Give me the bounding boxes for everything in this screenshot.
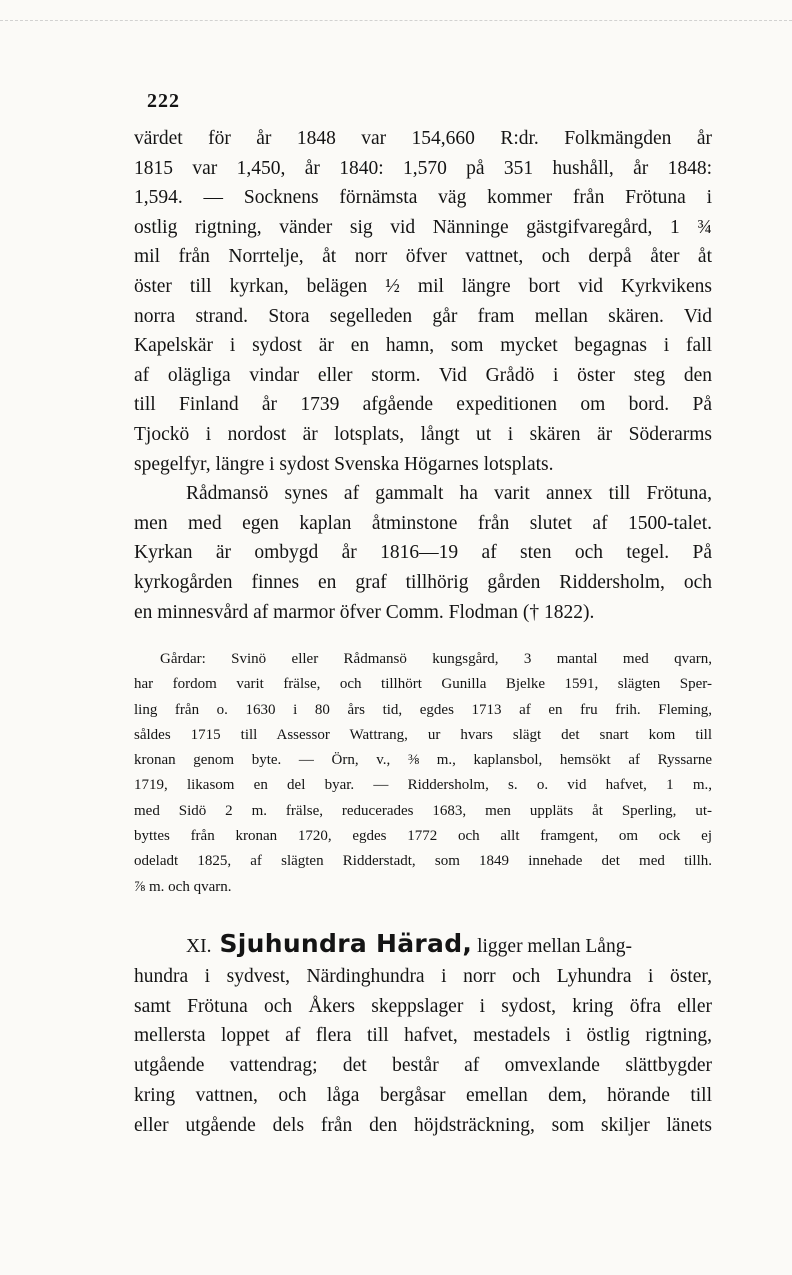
note-line: 1719, likasom en del byar. — Riddersholm, s. o. vid hafvet, 1 m., [134,777,712,794]
text-line: men med egen kaplan åtminstone från slutet af 1500-talet. [134,512,712,534]
note-line: ling från o. 1630 i 80 års tid, egdes 1713 af en fru frih. Fleming, [134,701,712,718]
text-line: öster till kyrkan, belägen ½ mil längre bort vid Kyrkvikens [134,275,712,297]
text-line: kyrkogården finnes en graf tillhörig gården Riddersholm, och [134,571,712,593]
text-line: kring vattnen, och låga bergåsar emellan dem, hörande till [134,1084,712,1106]
paragraph-2 [134,479,712,627]
section-first-line-text: ligger mellan Lång- [477,936,632,957]
text-line: mellersta loppet af flera till hafvet, mestadels i östlig rigtning, [134,1025,712,1047]
text-line: Kyrkan är ombygd år 1816—19 af sten och tegel. På [134,542,712,564]
section-xi [134,929,712,1141]
note-line: ⅞ m. och qvarn. [134,878,232,895]
footnote-block [134,647,712,900]
paragraph-1 [134,124,712,479]
text-line: ostlig rigtning, vänder sig vid Nänninge gästgifvaregård, 1 ¾ [134,216,712,238]
text-line: Kapelskär i sydost är en hamn, som mycket begagnas i fall [134,335,712,357]
note-line: Gårdar: Svinö eller Rådmansö kungsgård, 3 mantal med qvarn, [160,651,712,667]
text-line: norra strand. Stora segelleden går fram mellan skären. Vid [134,305,712,327]
text-line: Tjockö i nordost är lotsplats, långt ut i skären är Söderarms [134,423,712,445]
text-line: samt Frötuna och Åkers skeppslager i sydost, kring öfra eller [134,995,712,1017]
text-line: hundra i sydvest, Närdinghundra i norr och Lyhundra i öster, [134,965,712,987]
note-line: såldes 1715 till Assessor Wattrang, ur hvars slägt det snart kom till [134,726,712,743]
text-line: till Finland år 1739 afgående expeditionen om bord. På [134,394,712,416]
text-line: spegelfyr, längre i sydost Svenska Högarnes lotsplats. [134,453,554,475]
scan-edge-rule [0,20,792,21]
section-numeral: XI. [186,936,212,957]
text-line: utgående vattendrag; det består af omvexlande slättbygder [134,1055,712,1077]
note-line: kronan genom byte. — Örn, v., ⅜ m., kaplansbol, hemsökt af Ryssarne [134,752,712,769]
note-line: har fordom varit frälse, och tillhört Gunilla Bjelke 1591, slägten Sper- [134,676,712,693]
note-line: byttes från kronan 1720, egdes 1772 och allt framgent, om ock ej [134,828,712,845]
text-line: eller utgående dels från den höjdsträckning, som skiljer länets [134,1114,712,1136]
text-line: mil från Norrtelje, åt norr öfver vattnet, och derpå åter åt [134,246,712,268]
note-line: med Sidö 2 m. frälse, reducerades 1683, men uppläts åt Sperling, ut- [134,802,712,819]
text-line: en minnesvård af marmor öfver Comm. Flodman († 1822). [134,601,595,623]
text-line: värdet för år 1848 var 154,660 R:dr. Folkmängden år [134,128,712,149]
text-line: af olägliga vindar eller storm. Vid Grådö i öster steg den [134,364,712,386]
note-line: odeladt 1825, af slägten Ridderstadt, som 1849 innehade det med tillh. [134,853,712,870]
section-title: Sjuhundra Härad, [219,929,473,958]
page-number: 222 [147,90,180,112]
text-line: 1815 var 1,450, år 1840: 1,570 på 351 hushåll, år 1848: [134,157,712,179]
section-heading-line [134,929,712,962]
text-line: Rådmansö synes af gammalt ha varit annex till Frötuna, [186,483,712,505]
text-line: 1,594. — Socknens förnämsta väg kommer från Frötuna i [134,187,712,209]
body-text-block [134,124,712,627]
